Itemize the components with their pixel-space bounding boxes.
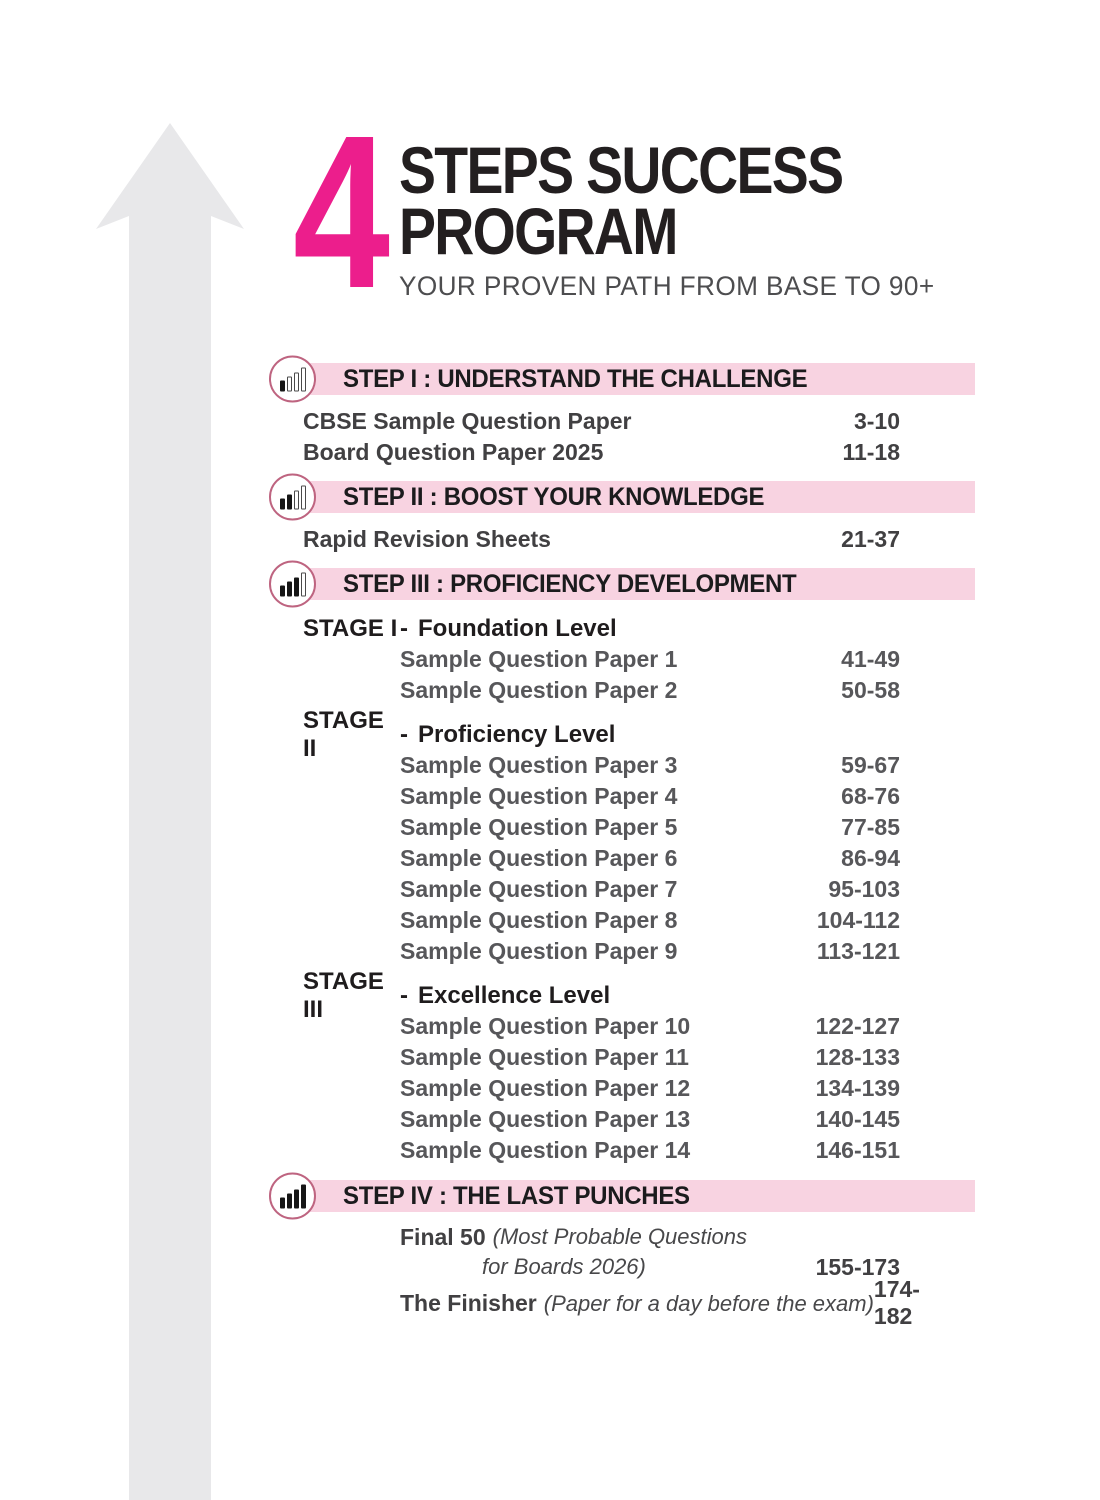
item-note: for Boards 2026)	[482, 1254, 646, 1279]
item-label: Sample Question Paper 10	[400, 1013, 691, 1039]
item-label: CBSE Sample Question Paper	[303, 408, 632, 434]
toc-item-row	[295, 437, 975, 468]
page-range: 128-133	[815, 1044, 900, 1070]
step4-items	[295, 1222, 975, 1329]
page-range: 146-151	[815, 1137, 900, 1163]
toc-item-row	[295, 874, 975, 905]
step2-header-bar	[295, 481, 975, 513]
toc-item-row	[295, 1104, 975, 1135]
stage-label: STAGE II	[303, 706, 384, 762]
step1-items	[295, 406, 975, 468]
toc-item-row	[295, 812, 975, 843]
bar-chart-icon	[269, 561, 316, 608]
page-title-line1: STEPS SUCCESS	[399, 133, 843, 207]
toc-item-row	[295, 524, 975, 555]
page-range: 21-37	[841, 526, 900, 552]
page-range: 104-112	[816, 907, 900, 933]
page-range: 113-121	[816, 938, 900, 964]
table-of-contents	[295, 363, 975, 1329]
stage1-header	[295, 613, 975, 644]
stage-label: STAGE I	[303, 614, 398, 642]
toc-item-row	[295, 1042, 975, 1073]
step4-header-label: STEP IV : THE LAST PUNCHES	[343, 1181, 690, 1210]
stage-name: Proficiency Level	[418, 720, 616, 748]
page-title-line2: PROGRAM	[399, 194, 677, 268]
stage3-section	[295, 967, 975, 1166]
toc-item-row	[295, 406, 975, 437]
page-range: 155-173	[815, 1253, 900, 1280]
page-range: 77-85	[841, 814, 900, 840]
step1-header-label: STEP I : UNDERSTAND THE CHALLENGE	[343, 364, 808, 393]
item-label: Sample Question Paper 2	[400, 677, 678, 703]
page-range: 41-49	[841, 646, 900, 672]
page-range: 174-182	[873, 1276, 920, 1329]
toc-item-row	[400, 1222, 900, 1282]
item-label: Sample Question Paper 4	[400, 783, 678, 809]
item-label: Sample Question Paper 13	[400, 1106, 691, 1132]
item-label: Sample Question Paper 5	[400, 814, 678, 840]
page-range: 134-139	[815, 1075, 900, 1101]
page-subtitle: YOUR PROVEN PATH FROM BASE TO 90+	[399, 271, 935, 301]
stage-separator: -	[400, 614, 408, 642]
stage-separator: -	[400, 981, 408, 1009]
item-label: Sample Question Paper 11	[400, 1044, 689, 1070]
toc-item-row	[295, 781, 975, 812]
step3-header-bar	[295, 568, 975, 600]
item-label: Sample Question Paper 1	[400, 646, 678, 672]
page-range: 86-94	[841, 845, 900, 871]
stage-name: Excellence Level	[418, 981, 611, 1009]
page-range: 3-10	[853, 408, 900, 434]
toc-item-row	[295, 905, 975, 936]
item-label: The Finisher	[400, 1289, 537, 1316]
title-number: 4	[293, 91, 386, 334]
stage-separator: -	[400, 720, 408, 748]
item-label: Board Question Paper 2025	[303, 439, 604, 465]
page-range: 122-127	[815, 1013, 900, 1039]
toc-item-row	[400, 1276, 920, 1329]
toc-item-row	[295, 1135, 975, 1166]
item-label: Sample Question Paper 3	[400, 752, 678, 778]
page-range: 68-76	[841, 783, 900, 809]
step4-header-bar	[295, 1180, 975, 1212]
toc-item-row	[295, 843, 975, 874]
step2-header-label: STEP II : BOOST YOUR KNOWLEDGE	[343, 482, 765, 511]
stage-label: STAGE III	[303, 967, 384, 1023]
item-label: Final 50	[400, 1223, 486, 1250]
item-label: Sample Question Paper 6	[400, 845, 678, 871]
toc-item-row	[295, 644, 975, 675]
page-range: 140-145	[815, 1106, 900, 1132]
toc-item-row	[295, 675, 975, 706]
page-range: 50-58	[841, 677, 900, 703]
item-note: (Paper for a day before the exam)	[543, 1290, 874, 1316]
bar-chart-icon	[269, 356, 316, 403]
bar-chart-icon	[269, 1173, 316, 1220]
bar-chart-icon	[269, 474, 316, 521]
stage3-header	[295, 967, 975, 1023]
step1-header-bar	[295, 363, 975, 395]
page-range: 95-103	[828, 876, 900, 902]
item-label: Sample Question Paper 14	[400, 1137, 691, 1163]
item-label: Sample Question Paper 9	[400, 938, 678, 964]
item-note: (Most Probable Questions	[492, 1224, 747, 1249]
item-label: Rapid Revision Sheets	[303, 526, 551, 552]
toc-item-row	[295, 936, 975, 967]
stage2-header	[295, 706, 975, 762]
page-range: 59-67	[841, 752, 900, 778]
item-label: Sample Question Paper 12	[400, 1075, 691, 1101]
stage-name: Foundation Level	[418, 614, 617, 642]
toc-item-row	[295, 1073, 975, 1104]
stage1-section	[295, 613, 975, 706]
page-title-block	[293, 91, 951, 334]
item-label: Sample Question Paper 7	[400, 876, 678, 902]
step3-header-label: STEP III : PROFICIENCY DEVELOPMENT	[343, 569, 797, 598]
item-label: Sample Question Paper 8	[400, 907, 678, 933]
step2-items	[295, 524, 975, 555]
page-range: 11-18	[842, 439, 900, 465]
stage2-section	[295, 706, 975, 967]
